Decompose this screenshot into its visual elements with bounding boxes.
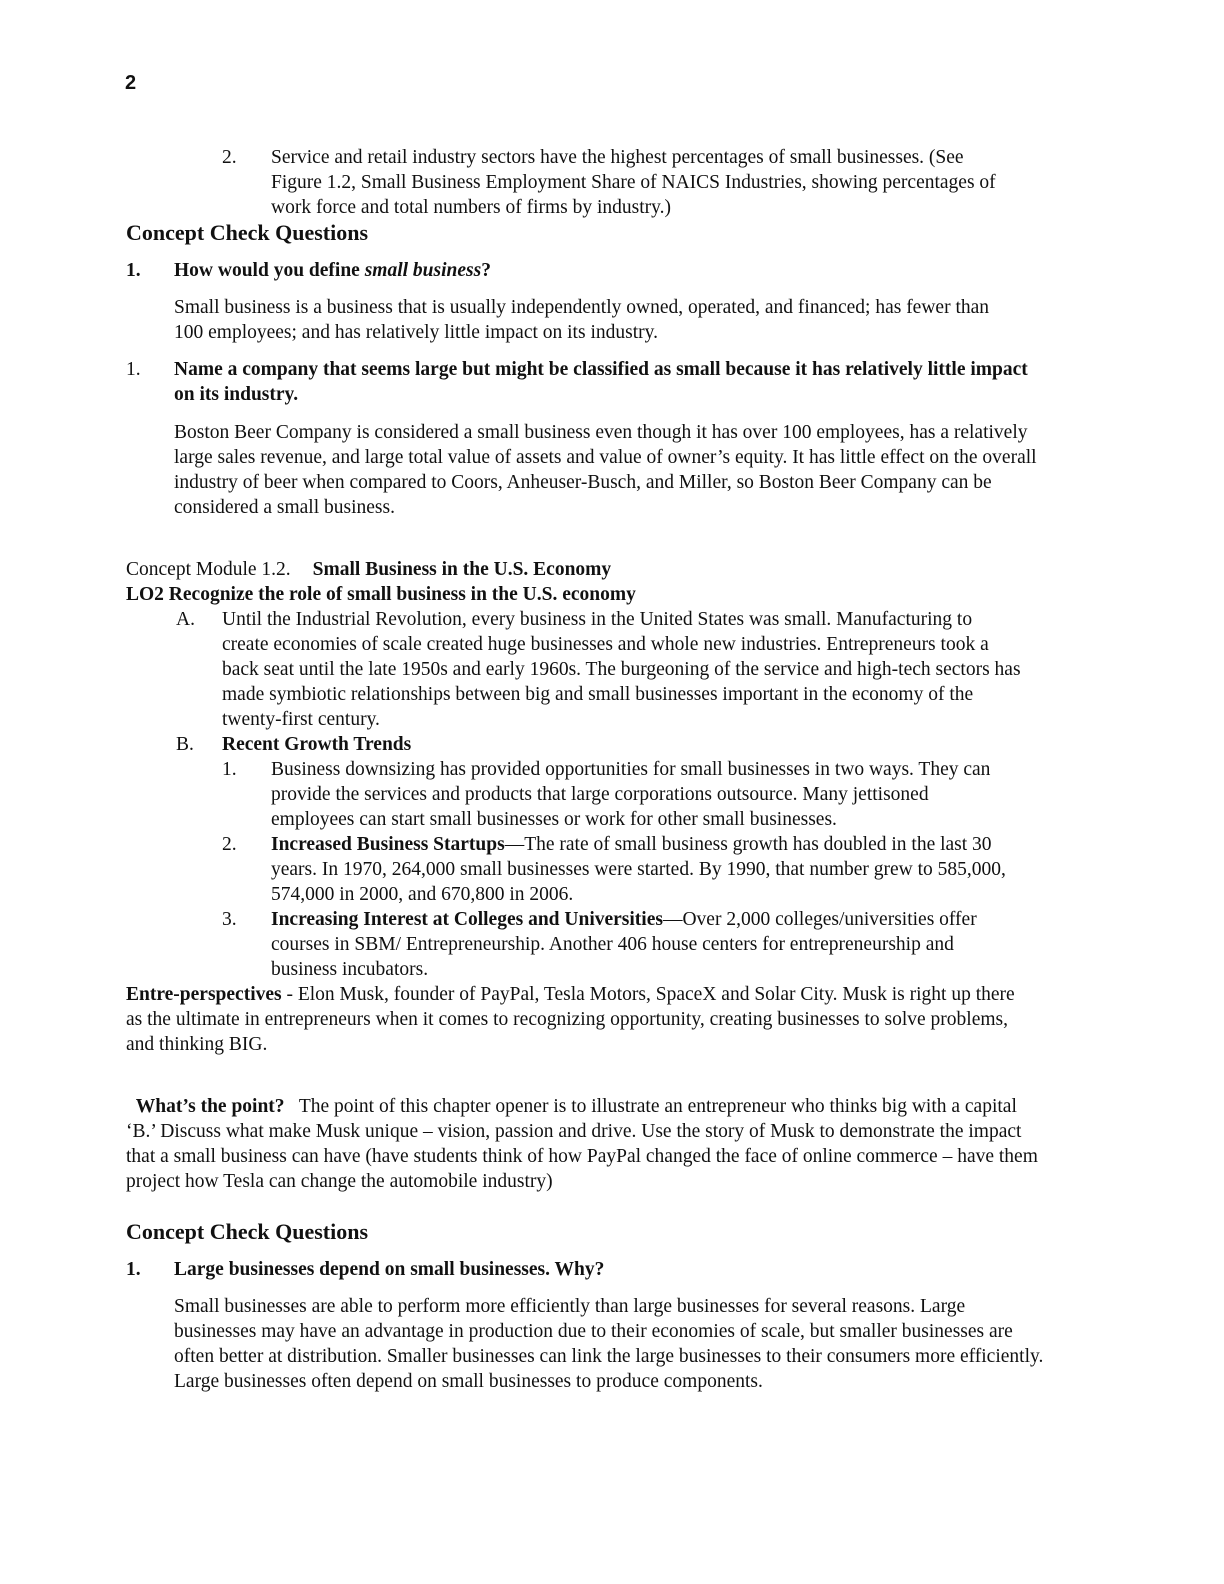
list-text: Service and retail industry sectors have the highest percentages of small businesses. (See Figure 1.2, Small Business Employment Share of NAICS Industries, showing percentages of work force and total numbers of firms by industry.): [271, 147, 996, 218]
outline-letter: A.: [176, 609, 195, 630]
whats-the-point-paragraph: What’s the point? The point of this chapter opener is to illustrate an entrepreneur who thinks big with a capital ‘B.’ Discuss what make Musk unique – vision, passion and drive. Use the story of Musk to demonstrate the impact that a small business can have (have students think of how PayPal changed the face of online commerce – have them project how Tesla can change the automobile industry): [126, 1096, 1043, 1192]
sub-item-number: 1.: [222, 759, 237, 780]
answer-boston-beer: Boston Beer Company is considered a small business even though it has over 100 employees, has a relatively large sales revenue, and large total value of assets and value of owner’s equity. It has little effect on the overall industry of beer when compared to Coors, Anheuser-Busch, and Miller, so Boston Beer Company can be considered a small business.: [174, 422, 1037, 518]
sub-item-number: 2.: [222, 834, 237, 855]
question-number: 1.: [126, 260, 141, 281]
outline-letter: B.: [176, 734, 194, 755]
question-text: Large businesses depend on small businesses. Why?: [174, 1259, 605, 1280]
question-italic-term: small business: [364, 260, 482, 281]
learning-objective: LO2 Recognize the role of small business in the U.S. economy: [126, 584, 636, 605]
sub-item-number: 3.: [222, 909, 237, 930]
section-heading: Concept Check Questions: [126, 1219, 369, 1244]
sub-item-text: Business downsizing has provided opportunities for small businesses in two ways. They can provide the services and products that large corporations outsource. Many jettisoned employees can start small businesses or work for other small businesses.: [271, 759, 991, 830]
whats-the-point-label: What’s the point?: [135, 1096, 285, 1117]
sub-item-text: Increasing Interest at Colleges and Universities—Over 2,000 colleges/universities offer courses in SBM/ Entrepreneurship. Another 406 house centers for entrepreneurship and business incubators.: [271, 909, 977, 980]
sub-item-text: Increased Business Startups—The rate of small business growth has doubled in the last 30 years. In 1970, 264,000 small businesses were started. By 1990, that number grew to 585,000, 574,000 in 2000, and 670,800 in 2006.: [271, 834, 1006, 905]
entre-perspectives-paragraph: Entre-perspectives - Elon Musk, founder of PayPal, Tesla Motors, SpaceX and Solar City. Musk is right up there as the ultimate in entrepreneurs when it comes to recognizing opportunity, creating businesses to solve problems, and thinking BIG.: [126, 984, 1015, 1055]
page-number: 2: [125, 72, 137, 94]
answer-large-depend-small: Small businesses are able to perform more efficiently than large businesses for several reasons. Large businesses may have an advantage in production due to their economies of scale, but smaller businesses are often better at distribution. Smaller businesses can link the large businesses to their consumers more efficiently. Large businesses often depend on small businesses to produce components.: [174, 1296, 1044, 1392]
module-label: Concept Module 1.2.: [126, 559, 291, 580]
question-text: How would you define small business?: [174, 260, 491, 281]
module-heading: [126, 557, 1026, 582]
entre-perspectives-label: Entre-perspectives: [126, 984, 282, 1005]
sub-item-bold: Increasing Interest at Colleges and Universities: [271, 909, 663, 930]
outline-title: Recent Growth Trends: [222, 734, 412, 755]
question-number: 1.: [126, 1259, 141, 1280]
outline-text: Until the Industrial Revolution, every business in the United States was small. Manufacturing to create economies of scale created huge businesses and whole new industries. Entrepreneurs took a back seat until the late 1950s and early 1960s. The burgeoning of the service and high-tech sectors has made symbiotic relationships between big and small businesses important in the economy of the twenty-first century.: [222, 609, 1021, 730]
question-number: 1.: [126, 359, 141, 380]
sub-item-bold: Increased Business Startups: [271, 834, 505, 855]
list-number: 2.: [222, 147, 237, 168]
module-title: Small Business in the U.S. Economy: [312, 559, 612, 580]
answer-define-small-business: Small business is a business that is usually independently owned, operated, and financed; has fewer than 100 employees; and has relatively little impact on its industry.: [174, 297, 990, 343]
question-text: Name a company that seems large but might be classified as small because it has relatively little impact on its industry.: [174, 359, 1028, 405]
section-heading: Concept Check Questions: [126, 220, 369, 245]
